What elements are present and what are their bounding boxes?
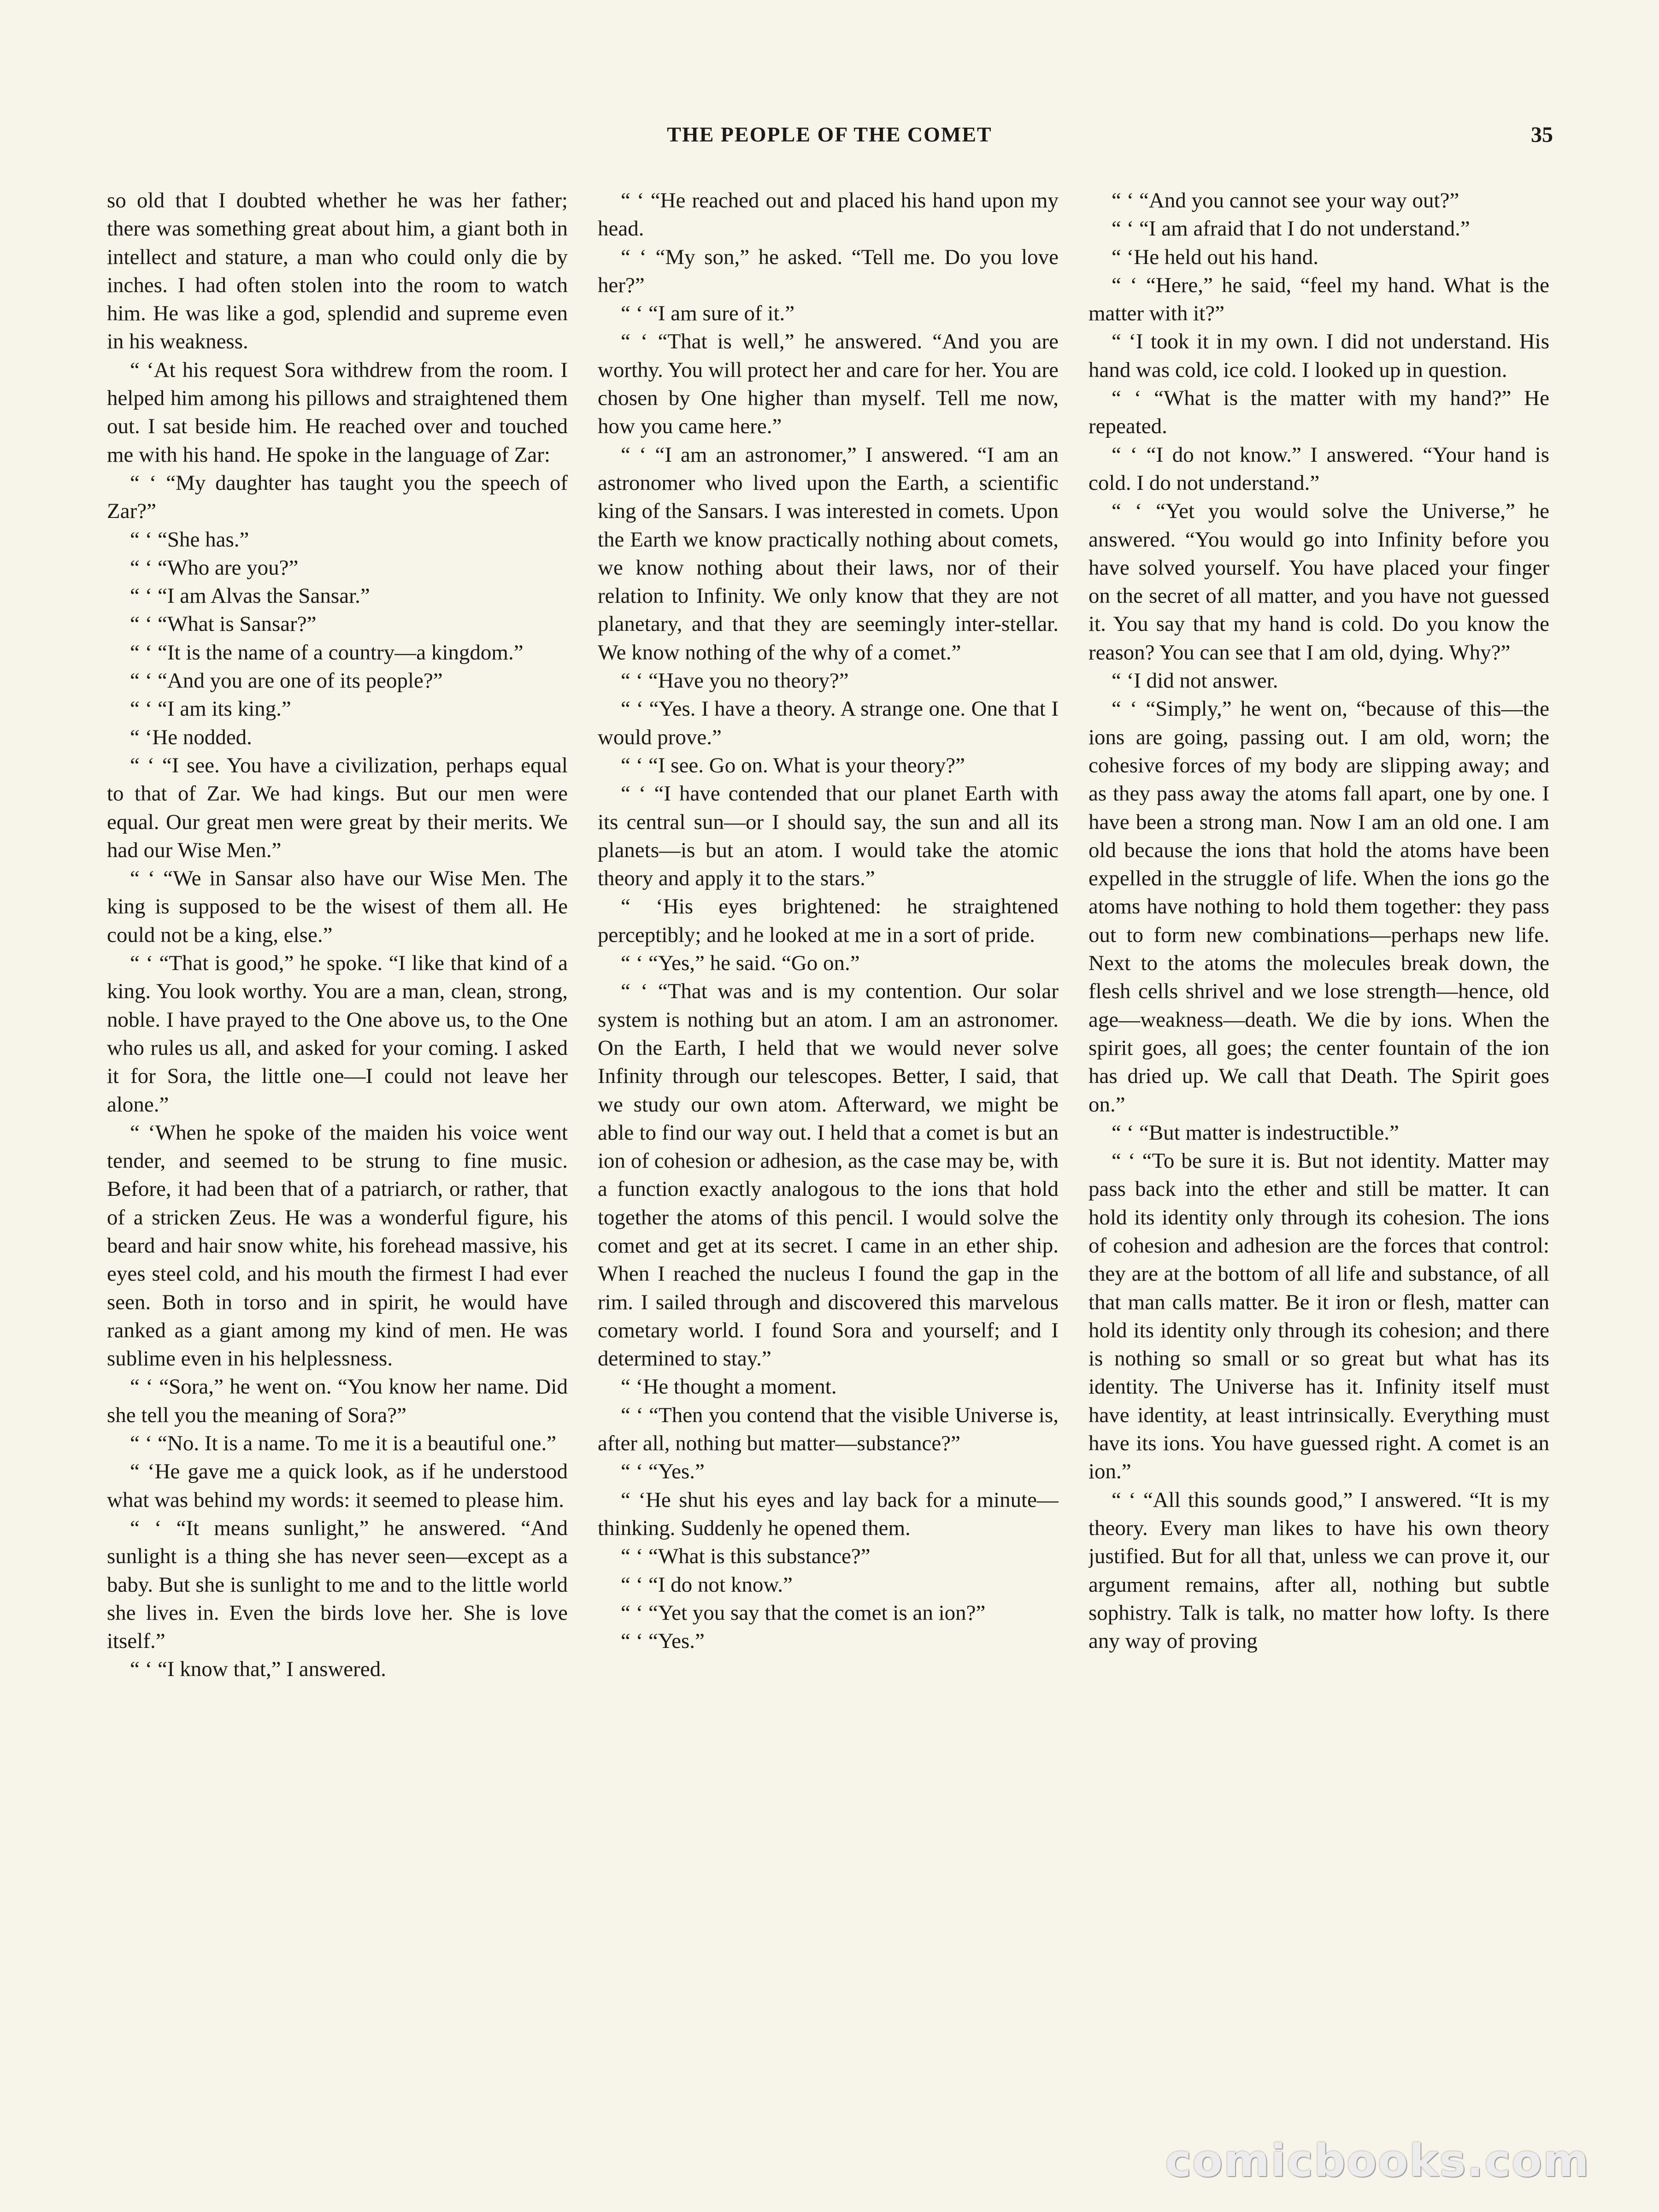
paragraph: “ ‘He nodded.: [130, 725, 252, 749]
running-title: THE PEOPLE OF THE COMET: [667, 123, 992, 146]
paragraph: “ ‘ “I see. You have a civilization, perhaps equal to that of Zar. We had kings. But our men were equal. Our great men were great by their merits. We had our Wise Men.”: [107, 753, 568, 862]
paragraph: “ ‘ “I am its king.”: [130, 697, 291, 721]
paragraph: “ ‘He shut his eyes and lay back for a minute—thinking. Suddenly he opened them.: [598, 1488, 1059, 1540]
paragraph: “ ‘ “I see. Go on. What is your theory?”: [621, 753, 965, 777]
paragraph: “ ‘ “And you cannot see your way out?”: [1112, 188, 1459, 212]
paragraph: “ ‘ “Yes,” he said. “Go on.”: [621, 951, 860, 976]
paragraph: “ ‘ “I am Alvas the Sansar.”: [130, 584, 370, 608]
paragraph: “ ‘ “That is good,” he spoke. “I like that kind of a king. You look worthy. You are a man, clean, strong, noble. I have prayed to the One above us, to the One who rules us all, and asked for your coming. I asked it for Sora, the little one—I could not leave her alone.”: [107, 951, 568, 1117]
paragraph: “ ‘ “Yet you would solve the Universe,” he answered. “You would go into Infinity before you have solved yourself. You have placed your finger on the secret of all matter, and you have not guessed it. You say that my hand is cold. Do you know the reason? You can see that I am old, dying. Why?”: [1088, 499, 1549, 665]
paragraph: “ ‘ “Yes.”: [621, 1459, 705, 1484]
paragraph: “ ‘ “Yes. I have a theory. A strange one. One that I would prove.”: [598, 697, 1059, 749]
paragraph: “ ‘ “I am afraid that I do not understand.”: [1112, 217, 1470, 241]
paragraph: “ ‘ “Simply,” he went on, “because of this—the ions are going, passing out. I am old, worn; the cohesive forces of my body are slipping away; and as they pass away the atoms fall apart, one by one. I have been a strong man. Now I am an old one. I am old because the ions that hold the atoms have been expelled in the struggle of life. When the ions go the atoms have nothing to hold them together: they pass out to form new combinations—perhaps new life. Next to the atoms the molecules break down, the flesh cells shrivel and we lose strength—hence, old age—weakness—death. We die by ions. When the spirit goes, all goes; the center fountain of the ion has dried up. We call that Death. The Spirit goes on.”: [1088, 697, 1549, 1117]
paragraph: “ ‘ “My son,” he asked. “Tell me. Do you love her?”: [598, 245, 1059, 297]
paragraph: “ ‘ “She has.”: [130, 527, 249, 552]
paragraph: “ ‘ “Have you no theory?”: [621, 669, 849, 693]
text-column-1: [107, 187, 568, 2076]
paragraph: “ ‘ “What is the matter with my hand?” He repeated.: [1088, 386, 1549, 439]
paragraph: “ ‘ “That is well,” he answered. “And you are worthy. You will protect her and care for her. You are chosen by One higher than myself. Tell me now, how you came here.”: [598, 329, 1059, 439]
text-column-3: [1088, 187, 1549, 2076]
paragraph: “ ‘ “It is the name of a country—a kingdom.”: [130, 640, 524, 665]
paragraph: “ ‘His eyes brightened: he straightened perceptibly; and he looked at me in a sort of pride.: [598, 894, 1059, 947]
paragraph: “ ‘ “I do not know.”: [621, 1572, 793, 1597]
paragraph: “ ‘ “Yet you say that the comet is an ion?”: [621, 1600, 986, 1625]
running-header: [106, 122, 1553, 159]
paragraph: “ ‘I did not answer.: [1112, 669, 1278, 693]
paragraph: “ ‘He held out his hand.: [1112, 245, 1319, 269]
paragraph: “ ‘ “No. It is a name. To me it is a beautiful one.”: [130, 1431, 557, 1456]
paragraph: “ ‘ “That was and is my contention. Our solar system is nothing but an atom. I am an astronomer. On the Earth, I held that we would never solve Infinity through our telescopes. Better, I said, that we study our own atom. Afterward, we might be able to find our way out. I held that a comet is but an ion of cohesion or adhesion, as the case may be, with a function exactly analogous to the ions that hold together the atoms of this pencil. I would solve the comet and get at its secret. I came in an ether ship. When I reached the nucleus I found the gap in the rim. I sailed through and discovered this marvelous cometary world. I found Sora and yourself; and I determined to stay.”: [598, 979, 1059, 1371]
paragraph: “ ‘I took it in my own. I did not understand. His hand was cold, ice cold. I looked up in question.: [1088, 329, 1549, 382]
page-number: 35: [1531, 123, 1553, 147]
paragraph: “ ‘ “What is Sansar?”: [130, 612, 317, 636]
paragraph: “ ‘ “What is this substance?”: [621, 1544, 871, 1569]
paragraph: “ ‘ “It means sunlight,” he answered. “And sunlight is a thing she has never seen—except as a baby. But she is sunlight to me and to the little world she lives in. Even the birds love her. She is love itself.”: [107, 1516, 568, 1653]
paragraph: “ ‘When he spoke of the maiden his voice went tender, and seemed to be strung to fine music. Before, it had been that of a patriarch, or rather, that of a stricken Zeus. He was a wonderful figure, his beard and hair snow white, his forehead massive, his eyes steel cold, and his mouth the firmest I had ever seen. Both in torso and in spirit, he would have ranked as a giant among my kind of men. He was sublime even in his helplessness.: [107, 1120, 568, 1371]
paragraph: so old that I doubted whether he was her father; there was something great about him, a giant both in intellect and stature, a man who could only die by inches. I had often stolen into the room to watch him. He was like a god, splendid and supreme even in his weakness.: [107, 188, 568, 354]
paragraph: “ ‘ “I have contended that our planet Earth with its central sun—or I should say, the sun and all its planets—is but an atom. I would take the atomic theory and apply it to the stars.”: [598, 782, 1059, 891]
paragraph: “ ‘ “All this sounds good,” I answered. “It is my theory. Every man likes to have his own theory justified. But for all that, unless we can prove it, our argument remains, after all, nothing but subtle sophistry. Talk is talk, no matter how lofty. Is there any way of proving: [1088, 1488, 1549, 1653]
paragraph: “ ‘ “I am an astronomer,” I answered. “I am an astronomer who lived upon the Earth, a scientific king of the Sansars. I was interested in comets. Upon the Earth we know practically nothing about comets, we know nothing about their laws, nor of their relation to Infinity. We only know that they are not planetary, and that they are seemingly inter-stellar. We know nothing of the why of a comet.”: [598, 442, 1059, 665]
paragraph: “ ‘ “I am sure of it.”: [621, 301, 795, 326]
paragraph: “ ‘ “Here,” he said, “feel my hand. What is the matter with it?”: [1088, 273, 1549, 326]
text-columns: [107, 187, 1549, 2076]
paragraph: “ ‘ “He reached out and placed his hand upon my head.: [598, 188, 1059, 241]
paragraph: “ ‘ “To be sure it is. But not identity. Matter may pass back into the ether and still be matter. It can hold its identity only through its cohesion. The ions of cohesion and adhesion are the forces that control: they are at the bottom of all life and substance, of all that man calls matter. Be it iron or flesh, matter can hold its identity only through its cohesion; and there is nothing so small or so great but what has its identity. The Universe has it. Infinity itself must have identity, at least intrinsically. Everything must have its ions. You have guessed right. A comet is an ion.”: [1088, 1149, 1549, 1484]
paragraph: “ ‘At his request Sora withdrew from the room. I helped him among his pillows and straightened them out. I sat beside him. He reached over and touched me with his hand. He spoke in the language of Zar:: [107, 358, 568, 467]
text-column-2: [598, 187, 1059, 2076]
paragraph: “ ‘ “Sora,” he went on. “You know her name. Did she tell you the meaning of Sora?”: [107, 1375, 568, 1427]
paragraph: “ ‘He gave me a quick look, as if he understood what was behind my words: it seemed to please him.: [107, 1459, 568, 1512]
site-watermark: comicbooks.com: [1165, 2135, 1590, 2187]
paragraph: “ ‘ “My daughter has taught you the speech of Zar?”: [107, 471, 568, 524]
paragraph: “ ‘ “Then you contend that the visible Universe is, after all, nothing but matter—substance?”: [598, 1403, 1059, 1456]
paragraph: “ ‘ “I know that,” I answered.: [130, 1657, 386, 1682]
paragraph: “ ‘ “But matter is indestructible.”: [1112, 1120, 1399, 1145]
paragraph: “ ‘He thought a moment.: [621, 1375, 837, 1399]
paragraph: “ ‘ “Yes.”: [621, 1629, 705, 1653]
paragraph: “ ‘ “I do not know.” I answered. “Your hand is cold. I do not understand.”: [1088, 442, 1549, 495]
paragraph: “ ‘ “We in Sansar also have our Wise Men. The king is supposed to be the wisest of them all. He could not be a king, else.”: [107, 866, 568, 947]
paragraph: “ ‘ “And you are one of its people?”: [130, 669, 443, 693]
paragraph: “ ‘ “Who are you?”: [130, 555, 299, 580]
